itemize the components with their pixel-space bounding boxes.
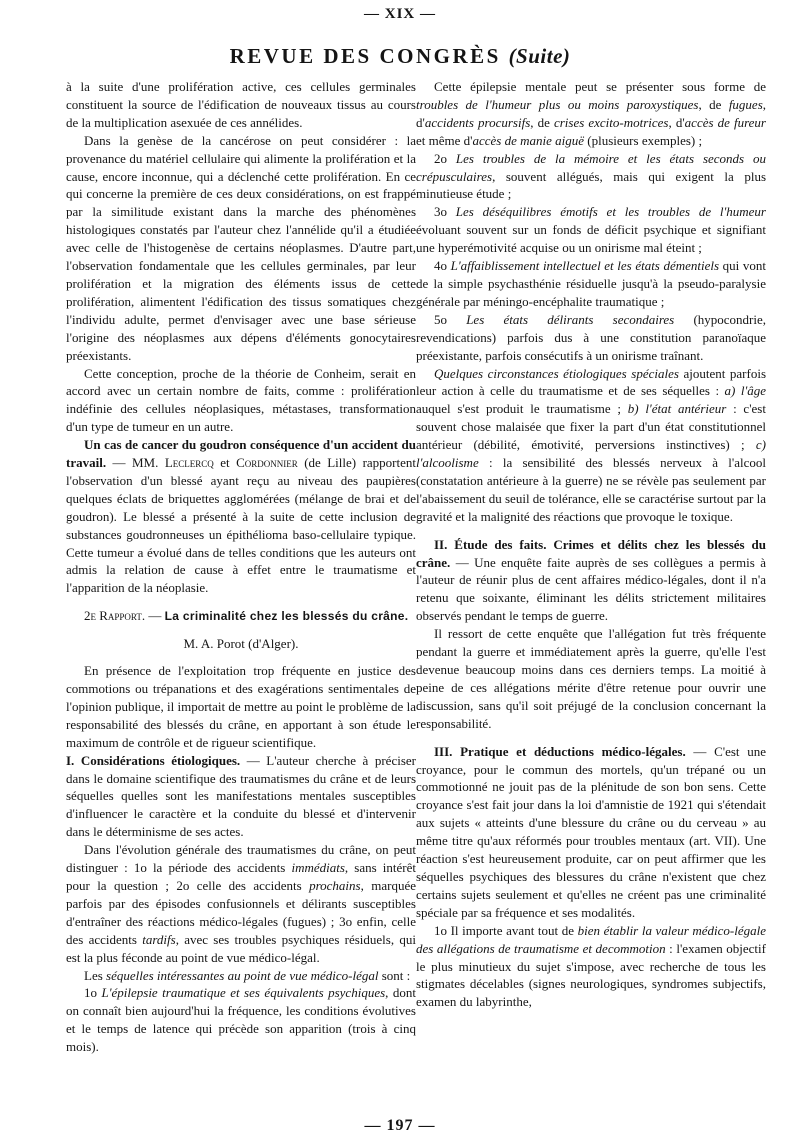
roman-page-number: — XIX — [363, 6, 436, 22]
case-text: (de Lille) rapportent l'observation d'un blessé ayant reçu au niveau des paupières quelques éclats de briquettes agglomérées (mélange de brai et de goudron). Le blessé a présenté à la suite de cette inclusion de substances goudronneuses un épithélioma baso-cellulaire typique. Cette tumeur a évolué dans de telles conditions que les auteurs ont admis la relation de cause à effet entre le traumatisme et l'apparition de la néoplasie. [66, 455, 416, 596]
section-title: III. Pratique et déductions médico-légales. [434, 743, 686, 759]
italic-term: tardifs [142, 931, 176, 947]
italic-term: fugues [728, 96, 763, 112]
text: 1o Il importe avant tout de [434, 922, 578, 938]
list-item [416, 203, 766, 257]
text: Les [84, 967, 107, 983]
case-title: Un cas de cancer du goudron conséquence d'un accident du travail. [66, 437, 416, 471]
right-column [416, 78, 766, 1011]
italic-term: L'affaiblissement intellectuel et les états démentiels [450, 258, 720, 274]
text: , de [698, 96, 729, 112]
rapport-label: 2e Rapport. [84, 608, 146, 624]
author-name: Leclercq [164, 455, 214, 471]
section-title: II. Étude des faits. Crimes et délits chez les blessés du crâne. [416, 536, 766, 570]
text: évoluant souvent sur un fonds de déficit psychique et signifiant une hyperémotivité acquise ou un onirisme mal éteint ; [416, 222, 766, 256]
text: (plusieurs exemples) ; [584, 132, 703, 148]
paragraph: à la suite d'une prolifération active, ces cellules germinales constituent la source de l'édification de nouveaux tissus au cours de la multiplication asexuée de ces annélides. [66, 79, 416, 130]
text: ajoutent parfois leur action à celle du traumatisme et de ses séquelles : [416, 365, 766, 399]
italic-term: séquelles intéressantes au point de vue médico-légal [106, 967, 379, 983]
italic-term: bien établir la valeur médico-légale des allégations de traumatisme et decommotion [416, 922, 766, 956]
list-item [416, 150, 766, 204]
italic-term: a) l'âge [724, 383, 766, 399]
text: , sans intérêt pour la question ; 2o celle des accidents [66, 860, 416, 893]
running-header [0, 44, 800, 69]
list-item [416, 311, 766, 365]
author-name: Cordonnier [236, 455, 298, 471]
paragraph: En présence de l'exploitation trop fréquente en justice des commotions ou trépanations et des exagérations sentimentales de l'opinion publique, il importait de mettre au point le problème de la responsabilité des blessés du crâne, en apportant à son étude le maximum de contrôle et de rigueur scientifique. [66, 663, 416, 750]
paragraph [416, 365, 766, 526]
text: , d' [416, 96, 767, 130]
text: 4o [434, 258, 451, 274]
paragraph: Cette conception, proche de la théorie de Conheim, serait en accord avec un certain nombre de faits, comme : prolifération indéfinie des cellules néoplasiques, métastases, transformation d'un type de tumeur en un autre. [66, 365, 416, 435]
header-suffix: (Suite) [508, 44, 571, 68]
text: , d' [668, 114, 685, 130]
italic-term: b) l'état antérieur [627, 401, 727, 417]
text: 2o [434, 150, 456, 166]
text: , avec ses troubles psychiques résiduels, qui est la plus féconde au point de vue médico-légal. [66, 931, 416, 965]
section-3 [416, 743, 766, 922]
text: 5o [434, 311, 467, 327]
italic-term: immédiats [291, 860, 345, 876]
text: Cette épilepsie mentale peut se présenter sous forme de [434, 79, 766, 94]
conjunction: et [213, 455, 237, 471]
text: : l'examen objectif le plus minutieux du sujet s'impose, avec recherche de tous les stigmates décelables (signes neurologiques, syndromes subjectifs, examen du labyrinthe, [416, 940, 766, 1010]
page-number: — 197 — [364, 1117, 436, 1134]
paragraph [416, 922, 766, 1012]
text: 1o [84, 985, 102, 1001]
rapport-heading [66, 607, 416, 626]
text: (hypocondrie, revendications) parfois dus à une constitution paranoïaque préexistante, parfois consécutifs à un onirisme traînant. [416, 311, 767, 363]
paragraph: Dans la genèse de la cancérose on peut considérer : la provenance du matériel cellulaire qui alimente la prolifération et la cause, encore inconnue, qui a déclenché cette prolifération. En ce qui concerne la première de ces deux considérations, on est frappé par la similitude existant dans la marche des phénomènes histologiques constatés par l'auteur chez l'annélide qu'il a étudiée avec celle de l'histogenèse de certains néoplasmes. D'autre part, l'observation fondamentale que les cellules germinales, par leur prolifération et la migration des éléments issus de cette prolifération, alimentent l'édification des tissus somatiques chez l'individu adulte, permet d'envisager avec une base sérieuse l'origine des néoplasmes aux dépens d'éléments gonocytaires préexistants. [66, 132, 416, 363]
text: Dans l'évolution générale des traumatismes du crâne, on peut distinguer : 1o la période des accidents [66, 842, 416, 876]
paragraph: Il ressort de cette enquête que l'allégation fut très fréquente pendant la guerre et immédiatement après la guerre, qu'elle l'est devenue beaucoup moins dans ces derniers temps. La moitié à peine de ces allégations mérite d'être retenue pour ouvrir une discussion, sans qu'il soit préjugé de la conclusion concernant la responsabilité. [416, 626, 766, 731]
italic-term: accidents procursifs [424, 114, 531, 130]
italic-term: c) l'alcoolisme [416, 437, 766, 471]
text: : la sensibilité des blessés nerveux à l'alcool (constatation antérieure à la guerre) ne se révèle pas seulement par l'abaissement du seuil de tolérance, elle se caractérise surtout par la gravité et la malignité des réactions que provoque le toxique. [416, 455, 766, 524]
section-2 [416, 536, 766, 626]
section-text: — L'auteur cherche à préciser dans le domaine scientifique des traumatismes du crâne et de leurs séquelles quelles sont les manifestations mentales susceptibles d'influencer le caractère et la conduite du blessé et d'intervenir dans le déterminisme de ses actes. [66, 752, 416, 840]
text: , marquée parfois par des épisodes confusionnels et délirants susceptibles d'entraîner des réactions médico-légales (fugues) ; 3o enfin, celle des accidents [66, 877, 416, 947]
italic-term: crises excito-motrices [553, 114, 669, 130]
italic-term: prochains [309, 877, 361, 893]
italic-term: Les états délirants secondaires [466, 311, 675, 327]
section-text: — C'est une croyance, pour le commun des mortels, qu'un trépané ou un commotionné ne jouit pas de la plénitude de son bon sens. Cette croyance s'est fait jour dans la loi d'amnistie de 1921 qui s'étendait aux sujets « atteints d'une blessure du crâne ou du cerveau » au même titre qu'aux réformés pour troubles mentaux (art. VII). Une réaction s'est heureusement produite, car on peut affirmer que les séquelles psychiques des blessures du crâne n'existent que chez certains sujets seulement et qu'elles ne créent pas une criminalité spéciale par sa fréquence et ses modalités. [416, 743, 766, 920]
section-1 [66, 752, 416, 842]
text: auquel s'est produit le traumatisme ; [416, 401, 628, 417]
section-title: I. Considérations étiologiques. [66, 752, 241, 768]
author-line: M. A. Porot (d'Alger). [183, 636, 299, 652]
paragraph-case-report [66, 436, 416, 597]
italic-term: troubles de l'humeur plus ou moins paroxystiques [416, 96, 699, 112]
paragraph [66, 984, 416, 1056]
text: , souvent allégués, mais qui exigent la plus minutieuse étude ; [416, 168, 766, 202]
text: : c'est souvent chose malaisée que fixer la part d'un état constitutionnel antérieur (débilité, émotivité, perversions instinctives) ; [416, 401, 766, 453]
text: , de [530, 114, 554, 130]
text: qui vont de la simple psychasthénie résiduelle jusqu'à la pseudo-paralysie générale par méningo-encéphalite traumatique ; [416, 258, 767, 309]
text: et même d' [416, 132, 473, 148]
text: sont : [378, 967, 411, 983]
text: 3o [434, 204, 456, 220]
italic-term: L'épilepsie traumatique et ses équivalents psychiques [101, 985, 386, 1001]
text: , dont on connaît bien aujourd'hui la fréquence, les conditions évolutives et le temps de latence qui précède son apparition (trois à cinq mois). [66, 985, 416, 1055]
paragraph [416, 78, 766, 150]
dash: — [145, 608, 165, 624]
dash: — MM. [106, 455, 165, 471]
paragraph [66, 967, 416, 985]
left-column [66, 78, 416, 1056]
italic-term: accès de fureur [684, 114, 766, 130]
italic-term: Les troubles de la mémoire et les états seconds ou crépusculaires [416, 150, 767, 184]
section-text: — Une enquête faite auprès de ses collègues a permis à l'auteur de réunir plus de cent affaires médico-légales, dont il n'a retenu que soixante, éliminant les délits strictement militaires observés pendant le temps de guerre. [416, 554, 766, 624]
italic-term: accès de manie aiguë [472, 132, 585, 148]
paragraph [66, 841, 416, 966]
list-item [416, 257, 766, 311]
italic-term: Les déséquilibres émotifs et les troubles de l'humeur [455, 204, 766, 220]
header-title: REVUE DES CONGRÈS [229, 44, 501, 68]
rapport-title: La criminalité chez les blessés du crâne. [164, 609, 409, 624]
italic-term: Quelques circonstances étiologiques spéciales [434, 365, 679, 381]
